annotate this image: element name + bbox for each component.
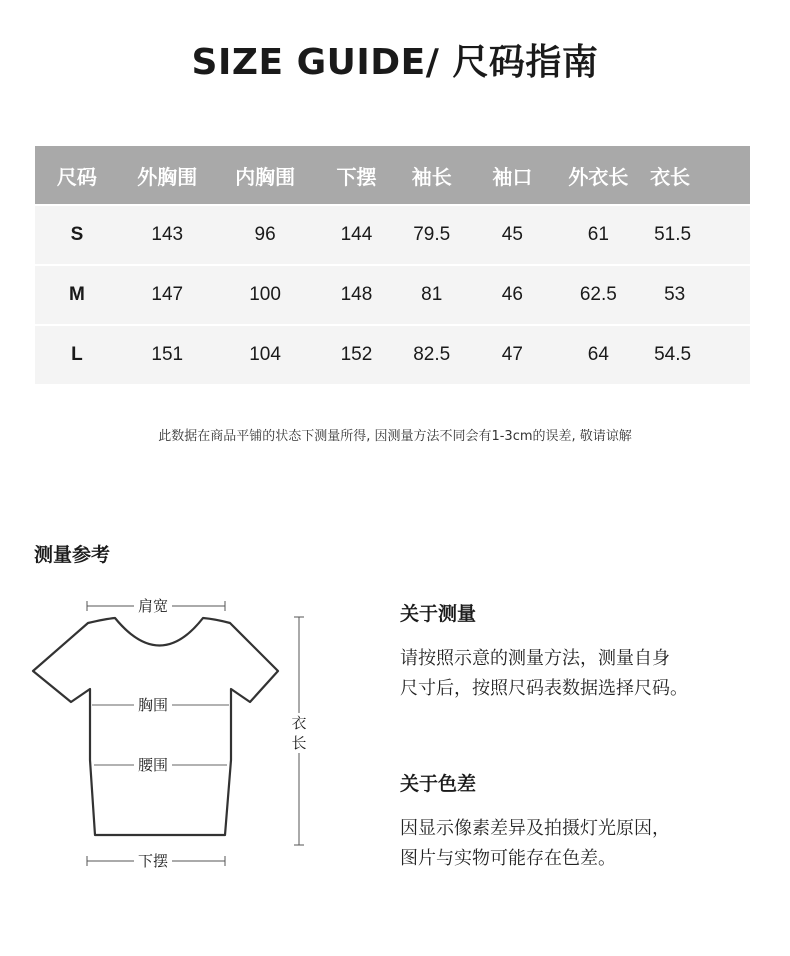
table-cell: 152 <box>315 325 399 384</box>
about-measure-line2: 尺寸后，按照尺码表数据选择尺码。 <box>400 678 688 699</box>
table-cell: 46 <box>465 265 560 325</box>
length-label-2: 长 <box>291 734 307 752</box>
measure-section-title: 测量参考 <box>34 544 111 566</box>
tshirt-measure-diagram <box>20 585 330 885</box>
shoulder-label: 肩宽 <box>134 597 172 615</box>
table-cell: 53 <box>637 265 750 325</box>
table-cell: 144 <box>315 205 399 265</box>
table-row <box>35 205 750 265</box>
table-cell: 81 <box>398 265 465 325</box>
header-outer-chest: 外胸围 <box>119 146 216 205</box>
measurement-note: 此数据在商品平铺的状态下测量所得, 因测量方法不同会有1-3cm的误差, 敬请谅解 <box>158 429 632 444</box>
tshirt-outline-icon <box>20 585 330 885</box>
size-cell: M <box>35 265 119 325</box>
table-cell: 47 <box>465 325 560 384</box>
header-sleeve-length: 袖长 <box>398 146 465 205</box>
page-title: SIZE GUIDE/ 尺码指南 <box>191 42 599 83</box>
table-cell: 100 <box>216 265 315 325</box>
size-cell: S <box>35 205 119 265</box>
about-measure-title: 关于测量 <box>400 603 477 625</box>
table-cell: 82.5 <box>398 325 465 384</box>
table-cell: 96 <box>216 205 315 265</box>
header-hem: 下摆 <box>315 146 399 205</box>
table-cell: 51.5 <box>637 205 750 265</box>
table-cell: 64 <box>560 325 637 384</box>
table-row <box>35 325 750 384</box>
table-header-row <box>35 146 750 205</box>
header-cuff: 袖口 <box>465 146 560 205</box>
about-color-line1: 因显示像素差异及拍摄灯光原因， <box>400 818 670 839</box>
table-cell: 61 <box>560 205 637 265</box>
chest-label: 胸围 <box>134 696 172 714</box>
table-cell: 148 <box>315 265 399 325</box>
length-label-1: 衣 <box>291 714 307 732</box>
table-cell: 151 <box>119 325 216 384</box>
table-cell: 104 <box>216 325 315 384</box>
about-color-line2: 图片与实物可能存在色差。 <box>400 848 616 869</box>
table-cell: 79.5 <box>398 205 465 265</box>
header-size: 尺码 <box>35 146 119 205</box>
about-measure-line1: 请按照示意的测量方法，测量自身 <box>400 648 670 669</box>
header-outer-length: 外衣长 <box>560 146 637 205</box>
size-cell: L <box>35 325 119 384</box>
size-table <box>35 146 750 384</box>
table-cell: 147 <box>119 265 216 325</box>
table-cell: 45 <box>465 205 560 265</box>
table-cell: 143 <box>119 205 216 265</box>
waist-label: 腰围 <box>134 756 172 774</box>
about-color-title: 关于色差 <box>400 773 477 795</box>
table-cell: 62.5 <box>560 265 637 325</box>
table-row <box>35 265 750 325</box>
header-inner-chest: 内胸围 <box>216 146 315 205</box>
header-length: 衣长 <box>637 146 750 205</box>
hem-label: 下摆 <box>134 852 172 870</box>
table-cell: 54.5 <box>637 325 750 384</box>
